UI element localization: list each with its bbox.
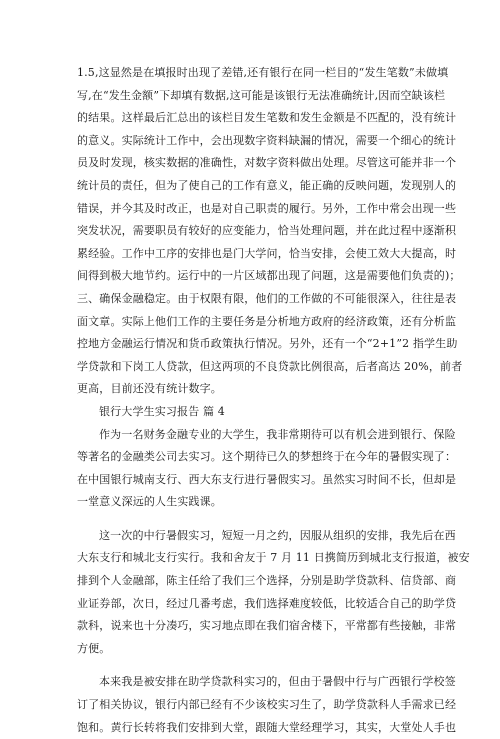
text-line: 学贷款和下岗工人贷款，但这两项的不良贷款比例很高，后者高达 20%，前者: [77, 359, 463, 373]
text-line: 统计员的责任，但为了使自己的工作有意义，能正确的反映问题，发现别人的: [77, 178, 457, 192]
text-line: 本来我是被安排在助学贷款科实习的，但由于暑假中行与广西银行学校签: [99, 675, 456, 689]
text-line: 订了相关协议，银行内部已经有不少该校实习生了，助学贷款科人手需求已经: [77, 698, 457, 712]
text-line: 突发状况，需要职员有较好的应变能力，恰当处理问题，并在此过程中逐渐积: [77, 224, 457, 238]
text-line: 在中国银行城南支行、西大东支行进行暑假实习。虽然实习时间不长，但却是: [77, 472, 457, 486]
text-line: 1.5,这显然是在填报时出现了差错,还有银行在同一栏目的“发生笔数”未做填: [77, 66, 449, 79]
text-line: 等著名的金融类公司去实习。这个期待已久的梦想终于在今年的暑假实现了：: [77, 450, 457, 464]
text-line: 员及时发现，核实数据的准确性，对数字资料做出处理。尽管这可能并非一个: [77, 156, 457, 170]
paragraph-gap: [77, 514, 422, 525]
text-line: 大东支行和城北支行实行。我和舍友于 7 月 11 日携简历到城北支行报道，被安: [77, 551, 470, 565]
text-line: 更高，目前还没有统计数字。: [77, 382, 222, 396]
text-line: 一堂意义深远的人生实践课。: [77, 495, 222, 509]
paragraph-assignment: [77, 671, 457, 739]
text-line: 的意义。实际统计工作中，会出现数字资料缺漏的情况，需要一个细心的统计: [77, 133, 457, 147]
text-line: 这一次的中行暑假实习，短短一月之约，因服从组织的安排，我先后在西: [99, 528, 456, 542]
text-line: 的结果。这样最后汇总出的该栏目发生笔数和发生金额是不匹配的，没有统计: [77, 111, 457, 125]
paragraph-internship: [77, 525, 470, 661]
paragraph-gap: [77, 660, 422, 671]
text-line: 作为一名财务金融专业的大学生，我非常期待可以有机会进到银行、保险: [99, 427, 456, 441]
text-line: 累经验。工作中工序的安排也是门大学问，恰当安排，会使工效大大提高，时: [77, 246, 457, 260]
text-line: 错误，并今其及时改正，也是对自己职责的履行。另外，工作中常会出现一些: [77, 201, 457, 215]
opening-section: [77, 62, 463, 401]
text-line: 面文章。实际上他们工作的主要任务是分析地方政府的经济政策，还有分析监: [77, 314, 457, 328]
text-line: 款科，说来也十分凑巧，实习地点即在我们宿舍楼下，平常都有些接触，非常: [77, 619, 457, 633]
text-line: 方便。: [77, 641, 111, 655]
text-line: 控地方金融运行情况和货币政策执行情况。另外，还有一个“2+1”2 指学生助: [77, 337, 458, 351]
section-heading: 银行大学生实习报告 篇 4: [99, 404, 225, 418]
text-line: 排到个人金融部，陈主任给了我们三个选择，分别是助学贷款科、信贷部、商: [77, 574, 457, 588]
paragraph-intro: [77, 424, 457, 514]
text-line: 间得到极大地节约。运行中的一片区域都出现了问题，这是需要他们负责的)；: [77, 269, 461, 283]
text-line: 三、确保金融稳定。由于权限有限，他们的工作做的不可能很深入，往往是表: [77, 291, 457, 305]
document-page: [77, 62, 470, 739]
text-line: 饱和。黄行长转将我们安排到大堂，跟随大堂经理学习，其实，大堂处人手也: [77, 720, 457, 734]
text-line: 写,在“发生金额”下却填有数据,这可能是该银行无法准确统计,因而空缺该栏: [77, 88, 446, 102]
text-line: 业证券部，次日，经过几番考虑，我们选择难度较低，比较适合自己的助学贷: [77, 596, 457, 610]
